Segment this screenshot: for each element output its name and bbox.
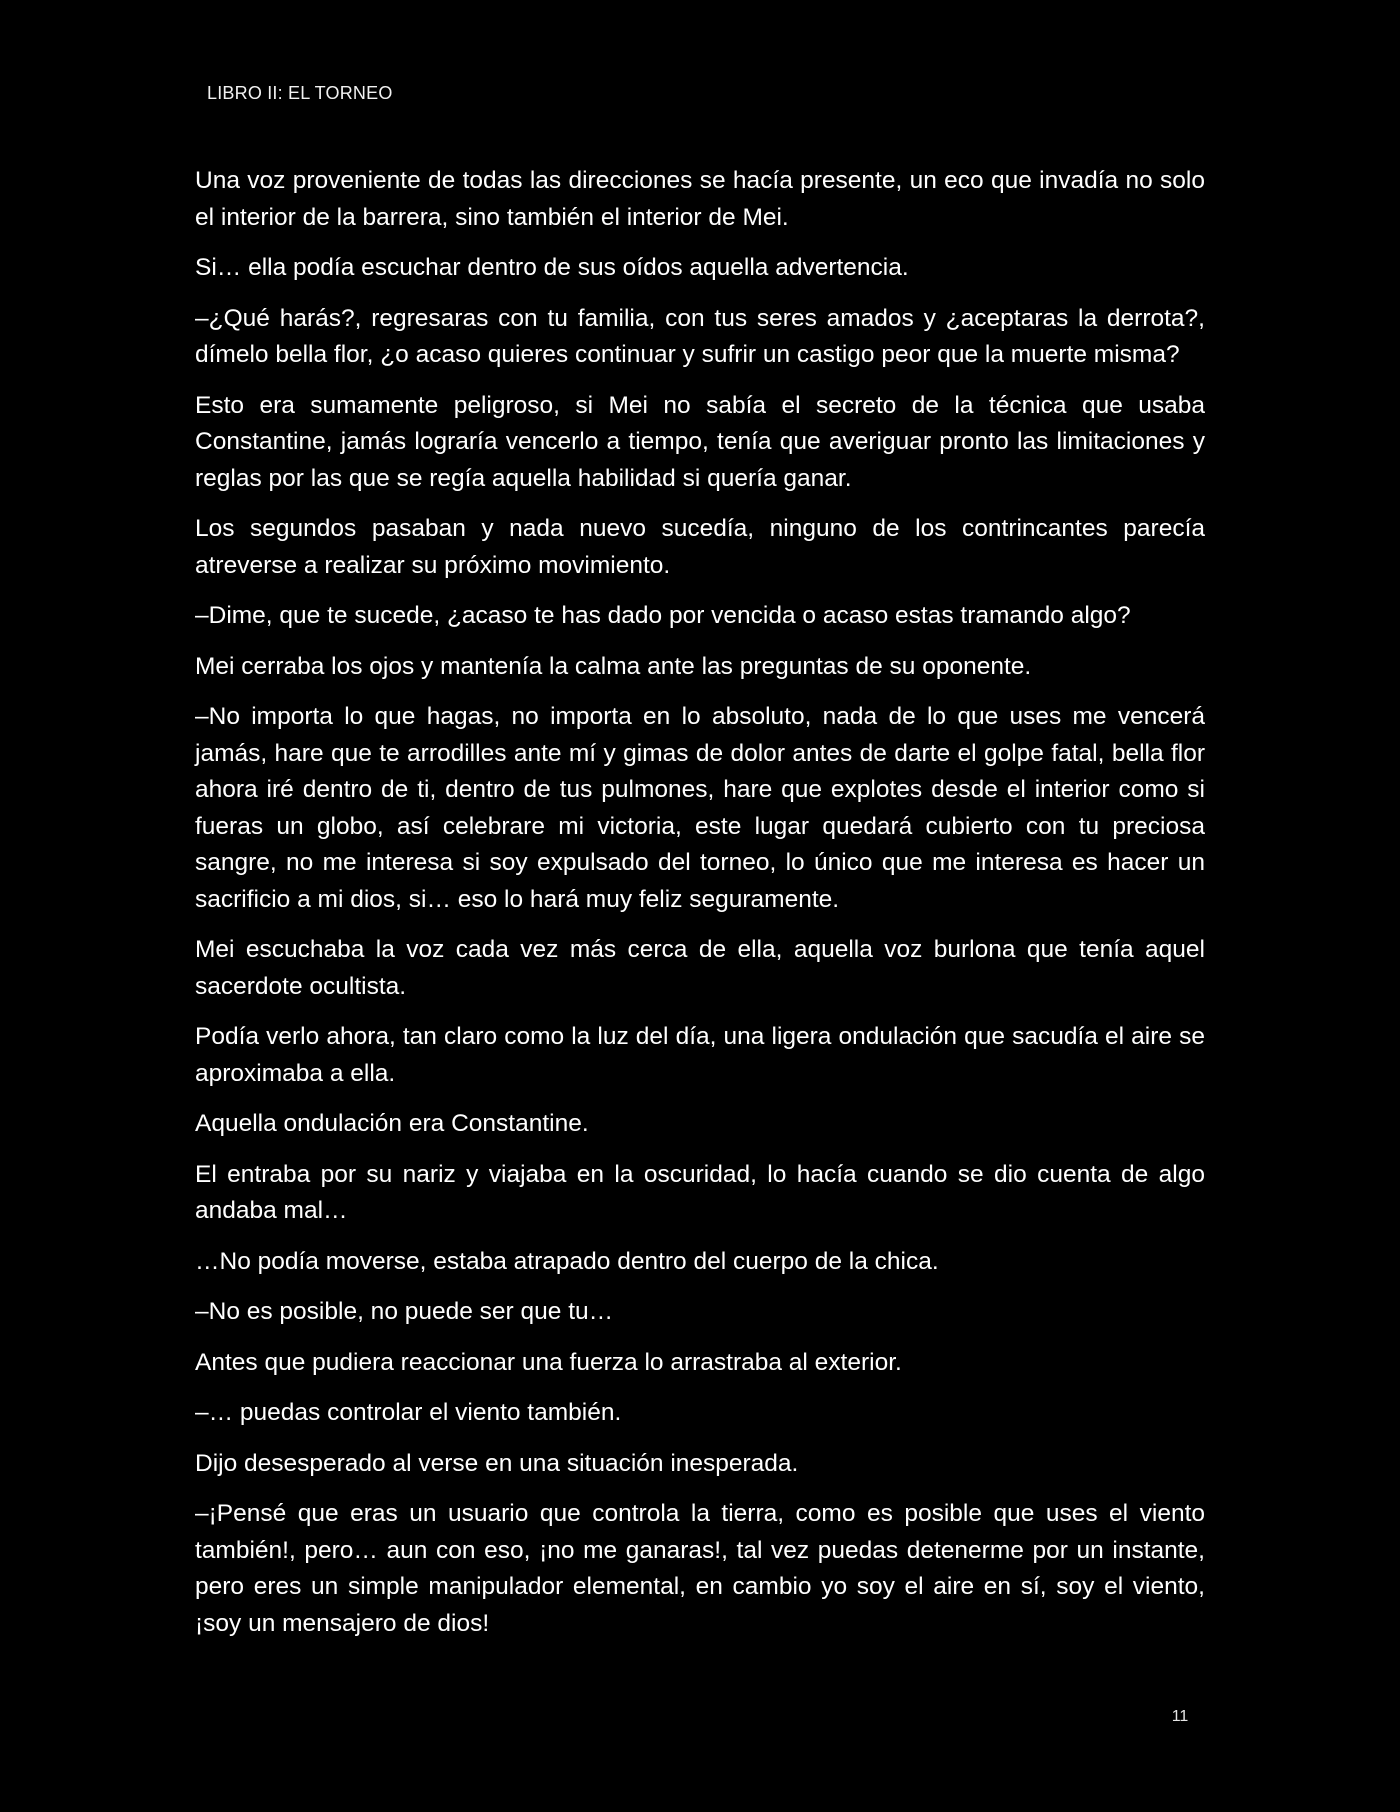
body-text	[195, 163, 1205, 1656]
paragraph: Esto era sumamente peligroso, si Mei no sabía el secreto de la técnica que usaba Constantine, jamás lograría vencerlo a tiempo, tenía que averiguar pronto las limitaciones y reglas por las que se regía aquella habilidad si quería ganar.	[195, 391, 1205, 492]
paragraph: …No podía moverse, estaba atrapado dentro del cuerpo de la chica.	[195, 1247, 939, 1275]
paragraph: Podía verlo ahora, tan claro como la luz del día, una ligera ondulación que sacudía el aire se aproximaba a ella.	[195, 1023, 1205, 1087]
paragraph: Los segundos pasaban y nada nuevo sucedía, ninguno de los contrincantes parecía atreverse a realizar su próximo movimiento.	[195, 515, 1205, 579]
paragraph: –No es posible, no puede ser que tu…	[195, 1298, 614, 1325]
paragraph: Aquella ondulación era Constantine.	[195, 1110, 589, 1137]
paragraph: –¡Pensé que eras un usuario que controla la tierra, como es posible que uses el viento también!, pero… aun con eso, ¡no me ganaras!, tal vez puedas detenerme por un instante, pero eres un simple manipulador elemental, en cambio yo soy el aire en sí, soy el viento, ¡soy un mensajero de dios!	[195, 1500, 1205, 1637]
page-number: 11	[1171, 1708, 1189, 1725]
paragraph: Antes que pudiera reaccionar una fuerza lo arrastraba al exterior.	[195, 1348, 902, 1376]
running-header: LIBRO II: EL TORNEO	[207, 83, 393, 103]
paragraph: Mei escuchaba la voz cada vez más cerca de ella, aquella voz burlona que tenía aquel sacerdote ocultista.	[195, 936, 1205, 1000]
paragraph: –¿Qué harás?, regresaras con tu familia, con tus seres amados y ¿aceptaras la derrota?, dímelo bella flor, ¿o acaso quieres continuar y sufrir un castigo peor que la muerte misma?	[195, 304, 1205, 368]
paragraph: –Dime, que te sucede, ¿acaso te has dado por vencida o acaso estas tramando algo?	[195, 602, 1131, 629]
paragraph: Si… ella podía escuchar dentro de sus oídos aquella advertencia.	[195, 254, 909, 281]
paragraph: –No importa lo que hagas, no importa en lo absoluto, nada de lo que uses me vencerá jamás, hare que te arrodilles ante mí y gimas de dolor antes de darte el golpe fatal, bella flor ahora iré dentro de ti, dentro de tus pulmones, hare que explotes desde el interior como si fueras un globo, así celebrare mi victoria, este lugar quedará cubierto con tu preciosa sangre, no me interesa si soy expulsado del torneo, lo único que me interesa es hacer un sacrificio a mi dios, si… eso lo hará muy feliz seguramente.	[195, 703, 1205, 913]
paragraph: Mei cerraba los ojos y mantenía la calma ante las preguntas de su oponente.	[195, 652, 1032, 680]
paragraph: El entraba por su nariz y viajaba en la oscuridad, lo hacía cuando se dio cuenta de algo andaba mal…	[195, 1160, 1205, 1224]
paragraph: Dijo desesperado al verse en una situación inesperada.	[195, 1449, 799, 1477]
paragraph: Una voz proveniente de todas las direcciones se hacía presente, un eco que invadía no solo el interior de la barrera, sino también el interior de Mei.	[195, 167, 1205, 231]
paragraph: –… puedas controlar el viento también.	[195, 1399, 622, 1426]
